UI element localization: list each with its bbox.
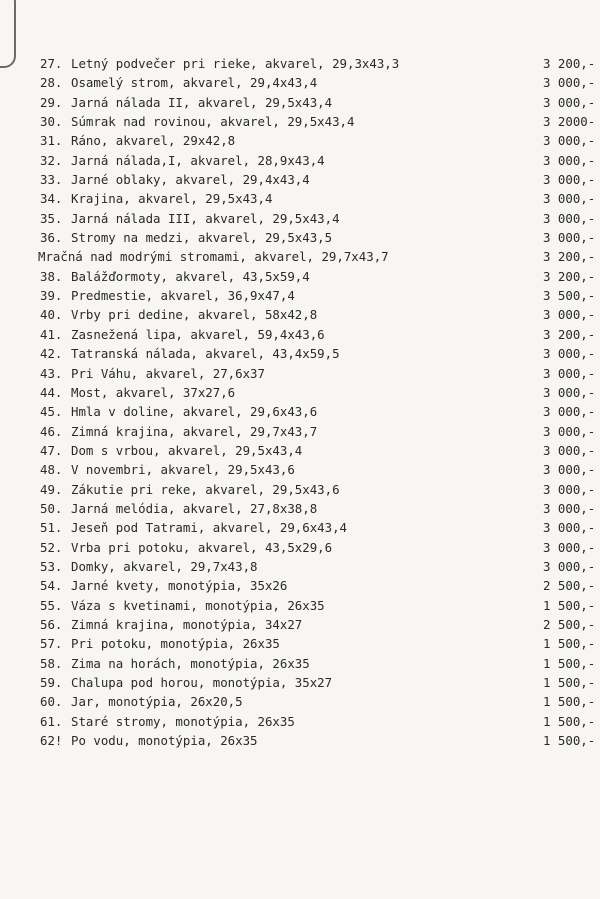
list-item xyxy=(38,325,600,344)
list-item xyxy=(38,189,600,208)
item-description: Tatranská nálada, akvarel, 43,4x59,5 xyxy=(71,346,340,362)
list-item xyxy=(38,712,600,731)
item-number: 49. xyxy=(40,481,63,497)
item-description: Dom s vrbou, akvarel, 29,5x43,4 xyxy=(71,442,303,458)
item-price: 3 200,- xyxy=(543,56,596,71)
item-price: 3 000,- xyxy=(543,404,596,420)
item-number: 43. xyxy=(40,365,63,381)
item-number: 29. xyxy=(40,94,63,110)
list-item xyxy=(38,441,600,460)
item-price: 3 000,- xyxy=(543,346,596,362)
item-price: 1 500,- xyxy=(543,694,596,710)
item-description: Most, akvarel, 37x27,6 xyxy=(71,384,236,400)
item-number: 46. xyxy=(40,423,63,439)
list-item xyxy=(38,422,600,441)
list-item xyxy=(38,286,600,305)
item-description: Stromy na medzi, akvarel, 29,5x43,5 xyxy=(71,230,333,246)
item-number: 39. xyxy=(40,288,63,304)
item-price: 1 500,- xyxy=(543,655,596,671)
item-description: Balážďormoty, akvarel, 43,5x59,4 xyxy=(71,268,310,284)
item-description: Staré stromy, monotýpia, 26x35 xyxy=(71,713,295,729)
item-description: Vrba pri potoku, akvarel, 43,5x29,6 xyxy=(71,539,333,555)
list-item xyxy=(38,692,600,711)
item-number: 34. xyxy=(40,191,63,207)
item-price: 3 000,- xyxy=(543,423,596,439)
list-item xyxy=(38,383,600,402)
item-description: Predmestie, akvarel, 36,9x47,4 xyxy=(71,288,295,304)
item-price: 3 000,- xyxy=(543,365,596,381)
list-item xyxy=(38,596,600,615)
item-price: 3 000,- xyxy=(543,500,596,516)
item-price: 3 000,- xyxy=(543,520,596,536)
item-number: 55. xyxy=(40,597,63,613)
item-price: 3 500,- xyxy=(543,288,596,304)
list-item xyxy=(38,460,600,479)
item-number: 48. xyxy=(40,462,63,478)
list-item xyxy=(38,73,600,92)
item-price: 3 200,- xyxy=(543,249,596,265)
item-number: 30. xyxy=(40,114,63,130)
item-price: 3 000,- xyxy=(543,307,596,323)
item-description: Domky, akvarel, 29,7x43,8 xyxy=(71,558,258,574)
item-price: 3 000,- xyxy=(543,75,596,91)
item-description: Osamelý strom, akvarel, 29,4x43,4 xyxy=(71,75,318,91)
item-description: Hmla v doline, akvarel, 29,6x43,6 xyxy=(71,404,318,420)
item-number: 53. xyxy=(40,558,63,574)
item-price: 3 200,- xyxy=(543,326,596,342)
list-item xyxy=(38,731,600,750)
artwork-list xyxy=(38,54,600,750)
item-description: Zasnežená lipa, akvarel, 59,4x43,6 xyxy=(71,326,325,342)
item-price: 3 200,- xyxy=(543,268,596,284)
list-item xyxy=(38,499,600,518)
item-description: Zima na horách, monotýpia, 26x35 xyxy=(71,655,310,671)
item-number: 36. xyxy=(40,230,63,246)
item-price: 1 500,- xyxy=(543,636,596,652)
list-item xyxy=(38,228,600,247)
item-number: 51. xyxy=(40,520,63,536)
list-item xyxy=(38,344,600,363)
list-item xyxy=(38,402,600,421)
list-item xyxy=(38,538,600,557)
item-number: 27. xyxy=(40,56,63,71)
list-item xyxy=(38,673,600,692)
item-description: Krajina, akvarel, 29,5x43,4 xyxy=(71,191,273,207)
item-price: 3 2000- xyxy=(543,114,596,130)
item-number: 52. xyxy=(40,539,63,555)
item-description: Chalupa pod horou, monotýpia, 35x27 xyxy=(71,675,333,690)
item-number: 41. xyxy=(40,326,63,342)
item-price: 2 500,- xyxy=(543,616,596,632)
item-price: 3 000,- xyxy=(543,539,596,555)
item-price: 1 500,- xyxy=(543,675,596,690)
list-item xyxy=(38,170,600,189)
item-price: 3 000,- xyxy=(543,384,596,400)
item-description: Jarné oblaky, akvarel, 29,4x43,4 xyxy=(71,172,310,188)
list-item xyxy=(38,518,600,537)
list-item xyxy=(38,557,600,576)
item-description: V novembri, akvarel, 29,5x43,6 xyxy=(71,462,295,478)
item-number: 62! xyxy=(40,733,63,749)
item-number: 33. xyxy=(40,172,63,188)
item-description: Jarná melódia, akvarel, 27,8x38,8 xyxy=(71,500,318,516)
item-description: Jarné kvety, monotýpia, 35x26 xyxy=(71,578,288,594)
item-price: 3 000,- xyxy=(543,230,596,246)
item-price: 3 000,- xyxy=(543,172,596,188)
item-number: 58. xyxy=(40,655,63,671)
item-description: Jarná nálada,I, akvarel, 28,9x43,4 xyxy=(71,152,325,168)
list-item xyxy=(38,634,600,653)
list-item xyxy=(38,131,600,150)
item-description: Zákutie pri reke, akvarel, 29,5x43,6 xyxy=(71,481,340,497)
item-number: 50. xyxy=(40,500,63,516)
item-number: 60. xyxy=(40,694,63,710)
item-description: Váza s kvetinami, monotýpia, 26x35 xyxy=(71,597,325,613)
item-number: 54. xyxy=(40,578,63,594)
item-number: 45. xyxy=(40,404,63,420)
item-price: 3 000,- xyxy=(543,152,596,168)
item-number: 57. xyxy=(40,636,63,652)
item-price: 3 000,- xyxy=(543,462,596,478)
item-number: 42. xyxy=(40,346,63,362)
item-number: 47. xyxy=(40,442,63,458)
list-item xyxy=(38,151,600,170)
item-price: 3 000,- xyxy=(543,210,596,226)
list-item xyxy=(38,247,600,266)
item-description: Letný podvečer pri rieke, akvarel, 29,3x43,3 xyxy=(71,56,400,71)
item-price: 1 500,- xyxy=(543,713,596,729)
item-number: 38. xyxy=(40,268,63,284)
item-price: 3 000,- xyxy=(543,558,596,574)
item-price: 2 500,- xyxy=(543,578,596,594)
item-description: Ráno, akvarel, 29x42,8 xyxy=(71,133,236,149)
list-item xyxy=(38,112,600,131)
item-price: 3 000,- xyxy=(543,94,596,110)
item-description: Zimná krajina, akvarel, 29,7x43,7 xyxy=(71,423,318,439)
item-price: 1 500,- xyxy=(543,597,596,613)
list-item xyxy=(38,576,600,595)
list-item xyxy=(38,267,600,286)
item-number: 35. xyxy=(40,210,63,226)
item-description: Pri potoku, monotýpia, 26x35 xyxy=(71,636,280,652)
item-price: 3 000,- xyxy=(543,442,596,458)
item-description: Vrby pri dedine, akvarel, 58x42,8 xyxy=(71,307,318,323)
list-item xyxy=(38,654,600,673)
item-description: Zimná krajina, monotýpia, 34x27 xyxy=(71,616,303,632)
item-number: 40. xyxy=(40,307,63,323)
paper-clip-mark xyxy=(0,0,16,68)
item-price: 3 000,- xyxy=(543,481,596,497)
list-item xyxy=(38,54,600,73)
item-description: Jar, monotýpia, 26x20,5 xyxy=(71,694,243,710)
list-item xyxy=(38,305,600,324)
item-price: 3 000,- xyxy=(543,133,596,149)
item-description: Jeseň pod Tatrami, akvarel, 29,6x43,4 xyxy=(71,520,348,536)
item-description: Jarná nálada III, akvarel, 29,5x43,4 xyxy=(71,210,340,226)
item-number: 59. xyxy=(40,675,63,690)
item-number: 32. xyxy=(40,152,63,168)
item-description: Jarná nálada II, akvarel, 29,5x43,4 xyxy=(71,94,333,110)
item-description: Pri Váhu, akvarel, 27,6x37 xyxy=(71,365,265,381)
item-description: Mračná nad modrými stromami, akvarel, 29,7x43,7 xyxy=(38,249,389,265)
item-price: 3 000,- xyxy=(543,191,596,207)
item-number: 31. xyxy=(40,133,63,149)
item-number: 61. xyxy=(40,713,63,729)
item-price: 1 500,- xyxy=(543,733,596,749)
list-item xyxy=(38,364,600,383)
item-description: Súmrak nad rovinou, akvarel, 29,5x43,4 xyxy=(71,114,355,130)
item-number: 44. xyxy=(40,384,63,400)
item-description: Po vodu, monotýpia, 26x35 xyxy=(71,733,258,749)
list-item xyxy=(38,209,600,228)
list-item xyxy=(38,93,600,112)
item-number: 56. xyxy=(40,616,63,632)
list-item xyxy=(38,480,600,499)
item-number: 28. xyxy=(40,75,63,91)
list-item xyxy=(38,615,600,634)
